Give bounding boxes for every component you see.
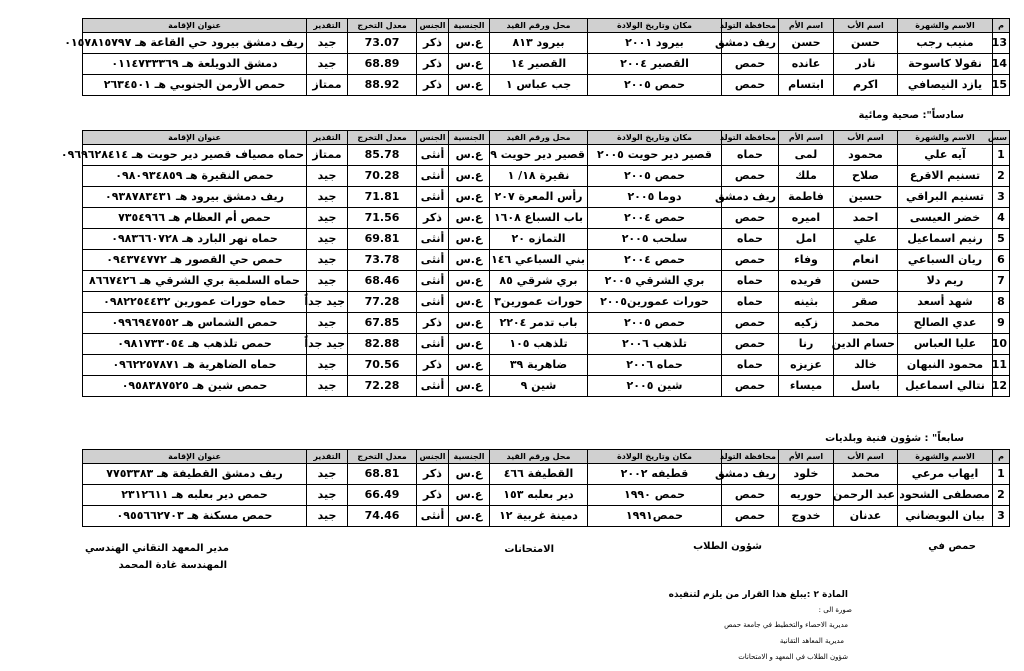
table-header-row xyxy=(83,19,1010,33)
mother-name-cell: فريده xyxy=(779,271,834,292)
signature-director-name: المهندسة غادة المحمد xyxy=(118,560,227,571)
father-name-cell: خالد xyxy=(834,355,898,376)
birth-place-date-cell: حمص ٢٠٠٤ xyxy=(588,208,722,229)
birth-governorate-cell: حمص xyxy=(722,485,779,506)
full-name-cell: ايهاب مرعي xyxy=(898,464,993,485)
registry-place-number-cell: رأس المعرة ٢٠٧ xyxy=(490,187,588,208)
father-name-cell: نادر xyxy=(834,54,898,75)
grade-cell: ممتاز xyxy=(307,145,348,166)
birth-place-date-cell: تلذهب ٢٠٠٦ xyxy=(588,334,722,355)
row-number-cell: 6 xyxy=(993,250,1010,271)
column-header-birth-place-date: مكان وتاريخ الولادة xyxy=(588,131,722,145)
gender-cell: أنثى xyxy=(417,250,449,271)
registry-place-number-cell: شين ٩ xyxy=(490,376,588,397)
column-header-full-name: الاسم والشهرة xyxy=(898,131,993,145)
graduation-average-cell: 69.81 xyxy=(348,229,417,250)
residence-address-cell: حمص النقيرة هـ ٠٩٨٠٩٣٤٨٥٩ xyxy=(83,166,307,187)
nationality-cell: ع.س xyxy=(449,485,490,506)
mother-name-cell: وفاء xyxy=(779,250,834,271)
table-row xyxy=(83,33,1010,54)
mother-name-cell: عزيزه xyxy=(779,355,834,376)
column-header-row-number: سس xyxy=(993,131,1010,145)
column-header-nationality: الجنسية xyxy=(449,450,490,464)
gender-cell: ذكر xyxy=(417,208,449,229)
nationality-cell: ع.س xyxy=(449,229,490,250)
grade-cell: جيد xyxy=(307,506,348,527)
table-row xyxy=(83,229,1010,250)
father-name-cell: محمد xyxy=(834,313,898,334)
row-number-cell: 1 xyxy=(993,145,1010,166)
full-name-cell: عليا العباس xyxy=(898,334,993,355)
table-header-row xyxy=(83,131,1010,145)
graduation-average-cell: 71.81 xyxy=(348,187,417,208)
birth-governorate-cell: حمص xyxy=(722,54,779,75)
column-header-registry-place-number: محل ورقم القيد xyxy=(490,450,588,464)
full-name-cell: ريان السباعي xyxy=(898,250,993,271)
graduation-average-cell: 73.78 xyxy=(348,250,417,271)
full-name-cell: عدي الصالح xyxy=(898,313,993,334)
father-name-cell: حسن xyxy=(834,33,898,54)
birth-place-date-cell: حمص ٢٠٠٥ xyxy=(588,166,722,187)
nationality-cell: ع.س xyxy=(449,292,490,313)
column-header-birth-place-date: مكان وتاريخ الولادة xyxy=(588,450,722,464)
nationality-cell: ع.س xyxy=(449,355,490,376)
graduation-average-cell: 73.07 xyxy=(348,33,417,54)
grade-cell: جيد xyxy=(307,229,348,250)
column-header-birth-governorate: محافظة التولد xyxy=(722,450,779,464)
gender-cell: ذكر xyxy=(417,355,449,376)
table-row xyxy=(83,145,1010,166)
signature-place: حمص في xyxy=(928,541,976,552)
gender-cell: أنثى xyxy=(417,166,449,187)
table-row xyxy=(83,464,1010,485)
row-number-cell: 1 xyxy=(993,464,1010,485)
column-header-residence-address: عنوان الإقامة xyxy=(83,450,307,464)
column-header-graduation-average: معدل التخرج xyxy=(348,131,417,145)
grade-cell: جيد xyxy=(307,376,348,397)
full-name-cell: مصطفى الشحود xyxy=(898,485,993,506)
nationality-cell: ع.س xyxy=(449,271,490,292)
column-header-row-number: م xyxy=(993,450,1010,464)
gender-cell: أنثى xyxy=(417,376,449,397)
father-name-cell: انعام xyxy=(834,250,898,271)
registry-place-number-cell: باب السباع ١٦٠٨ xyxy=(490,208,588,229)
residence-address-cell: ريف دمشق بيرود هـ ٠٩٣٨٧٨٣٤٣١ xyxy=(83,187,307,208)
registry-place-number-cell: القطيفة ٤٦٦ xyxy=(490,464,588,485)
graduation-average-cell: 68.46 xyxy=(348,271,417,292)
birth-place-date-cell: حماه ٢٠٠٦ xyxy=(588,355,722,376)
birth-governorate-cell: حمص xyxy=(722,313,779,334)
column-header-registry-place-number: محل ورقم القيد xyxy=(490,131,588,145)
row-number-cell: 8 xyxy=(993,292,1010,313)
table-header-row xyxy=(83,450,1010,464)
grade-cell: جيد جداً xyxy=(307,334,348,355)
nationality-cell: ع.س xyxy=(449,33,490,54)
nationality-cell: ع.س xyxy=(449,166,490,187)
full-name-cell: محمود النبهان xyxy=(898,355,993,376)
birth-place-date-cell: شين ٢٠٠٥ xyxy=(588,376,722,397)
nationality-cell: ع.س xyxy=(449,313,490,334)
gender-cell: ذكر xyxy=(417,75,449,96)
registry-place-number-cell: قصير دير حويت ٩ xyxy=(490,145,588,166)
birth-governorate-cell: حماه xyxy=(722,229,779,250)
birth-governorate-cell: حماه xyxy=(722,355,779,376)
students-table-section5 xyxy=(64,18,1010,96)
table-row xyxy=(83,187,1010,208)
registry-place-number-cell: دمينة غربية ١٢ xyxy=(490,506,588,527)
row-number-cell: 7 xyxy=(993,271,1010,292)
graduation-average-cell: 72.28 xyxy=(348,376,417,397)
row-number-cell: 5 xyxy=(993,229,1010,250)
graduation-average-cell: 74.46 xyxy=(348,506,417,527)
mother-name-cell: خدوج xyxy=(779,506,834,527)
father-name-cell: محمود xyxy=(834,145,898,166)
row-number-cell: 11 xyxy=(993,355,1010,376)
column-header-gender: الجنس xyxy=(417,19,449,33)
full-name-cell: نقولا كاسوحة xyxy=(898,54,993,75)
signature-director-title: مدير المعهد التقاني الهندسي xyxy=(85,543,229,554)
column-header-birth-governorate: محافظة التولد xyxy=(722,19,779,33)
residence-address-cell: حمص مسكنة هـ ٠٩٥٥٦٦٢٧٠٣ xyxy=(83,506,307,527)
gender-cell: أنثى xyxy=(417,187,449,208)
column-header-graduation-average: معدل التخرج xyxy=(348,19,417,33)
row-number-cell: 10 xyxy=(993,334,1010,355)
residence-address-cell: ريف دمشق القطيفة هـ ٧٧٥٣٣٨٣ xyxy=(83,464,307,485)
table-row xyxy=(83,355,1010,376)
registry-place-number-cell: نقيرة ١٨/ ١ xyxy=(490,166,588,187)
column-header-registry-place-number: محل ورقم القيد xyxy=(490,19,588,33)
column-header-residence-address: عنوان الإقامة xyxy=(83,19,307,33)
graduation-average-cell: 66.49 xyxy=(348,485,417,506)
father-name-cell: صقر xyxy=(834,292,898,313)
full-name-cell: تسنيم البراقي xyxy=(898,187,993,208)
birth-place-date-cell: بري الشرقي ٢٠٠٥ xyxy=(588,271,722,292)
mother-name-cell: ملك xyxy=(779,166,834,187)
graduation-average-cell: 88.92 xyxy=(348,75,417,96)
nationality-cell: ع.س xyxy=(449,334,490,355)
recipient-item: مديرية الاحصاء والتخطيط في جامعة حمص xyxy=(724,621,848,629)
father-name-cell: حسين xyxy=(834,187,898,208)
column-header-mother-name: اسم الأم xyxy=(779,131,834,145)
table-row xyxy=(83,271,1010,292)
birth-place-date-cell: حمص ٢٠٠٥ xyxy=(588,313,722,334)
grade-cell: جيد xyxy=(307,464,348,485)
father-name-cell: حسام الدين xyxy=(834,334,898,355)
grade-cell: جيد xyxy=(307,485,348,506)
grade-cell: جيد xyxy=(307,313,348,334)
column-header-mother-name: اسم الأم xyxy=(779,450,834,464)
row-number-cell: 3 xyxy=(993,187,1010,208)
mother-name-cell: لمى xyxy=(779,145,834,166)
birth-governorate-cell: حماه xyxy=(722,145,779,166)
gender-cell: أنثى xyxy=(417,145,449,166)
gender-cell: أنثى xyxy=(417,506,449,527)
residence-address-cell: دمشق الدويلعة هـ ٠١١٤٧٣٣٣٦٩ xyxy=(83,54,307,75)
graduation-average-cell: 85.78 xyxy=(348,145,417,166)
row-number-cell: 4 xyxy=(993,208,1010,229)
full-name-cell: ريم دلا xyxy=(898,271,993,292)
gender-cell: أنثى xyxy=(417,271,449,292)
graduation-average-cell: 68.89 xyxy=(348,54,417,75)
mother-name-cell: فاطمة xyxy=(779,187,834,208)
gender-cell: ذكر xyxy=(417,485,449,506)
full-name-cell: آيه علي xyxy=(898,145,993,166)
row-number-cell: 9 xyxy=(993,313,1010,334)
residence-address-cell: حمص دير بعلبه هـ ٢٣١٢٦١١ xyxy=(83,485,307,506)
residence-address-cell: حمص حي القصور هـ ٠٩٤٣٧٤٧٧٢ xyxy=(83,250,307,271)
table-row xyxy=(83,376,1010,397)
full-name-cell: يازد النيصافي xyxy=(898,75,993,96)
birth-governorate-cell: ريف دمشق xyxy=(722,464,779,485)
column-header-mother-name: اسم الأم xyxy=(779,19,834,33)
row-number-cell: 14 xyxy=(993,54,1010,75)
table-row xyxy=(83,506,1010,527)
grade-cell: جيد xyxy=(307,54,348,75)
father-name-cell: احمد xyxy=(834,208,898,229)
gender-cell: ذكر xyxy=(417,313,449,334)
table-row xyxy=(83,334,1010,355)
full-name-cell: منيب رجب xyxy=(898,33,993,54)
registry-place-number-cell: ضاهرية ٣٩ xyxy=(490,355,588,376)
grade-cell: جيد xyxy=(307,166,348,187)
grade-cell: جيد جداً xyxy=(307,292,348,313)
column-header-gender: الجنس xyxy=(417,450,449,464)
section6-title: سادساً": صحية ومائية xyxy=(858,110,964,121)
grade-cell: جيد xyxy=(307,33,348,54)
table-row xyxy=(83,292,1010,313)
residence-address-cell: حمص تلذهب هـ ٠٩٨١٧٣٣٠٥٤ xyxy=(83,334,307,355)
residence-address-cell: حمص أم العظام هـ ٧٣٥٤٩٦٦ xyxy=(83,208,307,229)
grade-cell: جيد xyxy=(307,271,348,292)
residence-address-cell: ريف دمشق بيرود حي القاعة هـ ٠١٥٧٨١٥٧٩٧ xyxy=(83,33,307,54)
father-name-cell: عدنان xyxy=(834,506,898,527)
column-header-grade: التقدير xyxy=(307,131,348,145)
registry-place-number-cell: دير بعلبه ١٥٣ xyxy=(490,485,588,506)
copy-to-label: صورة الى : xyxy=(818,606,852,614)
graduation-average-cell: 77.28 xyxy=(348,292,417,313)
full-name-cell: نتالي اسماعيل xyxy=(898,376,993,397)
graduation-average-cell: 70.56 xyxy=(348,355,417,376)
mother-name-cell: حوريه xyxy=(779,485,834,506)
mother-name-cell: خلود xyxy=(779,464,834,485)
registry-place-number-cell: بري شرقي ٨٥ xyxy=(490,271,588,292)
table-row xyxy=(83,54,1010,75)
mother-name-cell: حسن xyxy=(779,33,834,54)
mother-name-cell: عانده xyxy=(779,54,834,75)
table-row xyxy=(83,485,1010,506)
birth-governorate-cell: حمص xyxy=(722,506,779,527)
father-name-cell: علي xyxy=(834,229,898,250)
registry-place-number-cell: تلذهب ١٠٥ xyxy=(490,334,588,355)
graduation-average-cell: 82.88 xyxy=(348,334,417,355)
registry-place-number-cell: جب عباس ١ xyxy=(490,75,588,96)
residence-address-cell: حماه مصياف قصير دير حويت هـ ٠٩٦٩٦٢٨٤١٤ xyxy=(83,145,307,166)
birth-governorate-cell: ريف دمشق xyxy=(722,33,779,54)
grade-cell: جيد xyxy=(307,187,348,208)
father-name-cell: اكرم xyxy=(834,75,898,96)
birth-place-date-cell: قطيفه ٢٠٠٢ xyxy=(588,464,722,485)
graduation-average-cell: 70.28 xyxy=(348,166,417,187)
nationality-cell: ع.س xyxy=(449,506,490,527)
graduation-average-cell: 71.56 xyxy=(348,208,417,229)
grade-cell: جيد xyxy=(307,355,348,376)
grade-cell: جيد xyxy=(307,208,348,229)
column-header-nationality: الجنسية xyxy=(449,131,490,145)
gender-cell: أنثى xyxy=(417,334,449,355)
column-header-row-number: م xyxy=(993,19,1010,33)
column-header-nationality: الجنسية xyxy=(449,19,490,33)
full-name-cell: خضر العيسى xyxy=(898,208,993,229)
gender-cell: ذكر xyxy=(417,33,449,54)
nationality-cell: ع.س xyxy=(449,75,490,96)
residence-address-cell: حمص شين هـ ٠٩٥٨٣٨٧٥٢٥ xyxy=(83,376,307,397)
registry-place-number-cell: التمازه ٢٠ xyxy=(490,229,588,250)
father-name-cell: محمد xyxy=(834,464,898,485)
nationality-cell: ع.س xyxy=(449,187,490,208)
birth-governorate-cell: ريف دمشق xyxy=(722,187,779,208)
birth-place-date-cell: سلحب ٢٠٠٥ xyxy=(588,229,722,250)
signature-exams: الامتحانات xyxy=(504,544,554,555)
father-name-cell: عبد الرحمن xyxy=(834,485,898,506)
column-header-residence-address: عنوان الإقامة xyxy=(83,131,307,145)
nationality-cell: ع.س xyxy=(449,464,490,485)
graduation-average-cell: 67.85 xyxy=(348,313,417,334)
father-name-cell: حسن xyxy=(834,271,898,292)
registry-place-number-cell: بيرود ٨١٣ xyxy=(490,33,588,54)
full-name-cell: بيان البويضاني xyxy=(898,506,993,527)
students-table-section6 xyxy=(60,130,1010,397)
nationality-cell: ع.س xyxy=(449,145,490,166)
column-header-father-name: اسم الأب xyxy=(834,19,898,33)
table-row xyxy=(83,166,1010,187)
grade-cell: ممتاز xyxy=(307,75,348,96)
birth-governorate-cell: حمص xyxy=(722,166,779,187)
residence-address-cell: حماه حورات عمورين ٠٩٨٢٢٥٤٤٣٢ xyxy=(83,292,307,313)
mother-name-cell: ابتسام xyxy=(779,75,834,96)
column-header-birth-governorate: محافظة التولد xyxy=(722,131,779,145)
section7-title: سابعاً" : شؤون فنية وبلديات xyxy=(825,433,964,444)
nationality-cell: ع.س xyxy=(449,376,490,397)
row-number-cell: 2 xyxy=(993,166,1010,187)
residence-address-cell: حمص الشماس هـ ٠٩٩٦٩٤٧٥٥٢ xyxy=(83,313,307,334)
table-row xyxy=(83,313,1010,334)
column-header-grade: التقدير xyxy=(307,19,348,33)
column-header-father-name: اسم الأب xyxy=(834,450,898,464)
residence-address-cell: حماه نهر البارد هـ ٠٩٨٣٦٦٠٧٢٨ xyxy=(83,229,307,250)
birth-governorate-cell: حمص xyxy=(722,376,779,397)
registry-place-number-cell: بني السباعي ١٤٦ xyxy=(490,250,588,271)
row-number-cell: 3 xyxy=(993,506,1010,527)
residence-address-cell: حماه السلمية بري الشرقي هـ ٨٦٦٧٤٢٦ xyxy=(83,271,307,292)
gender-cell: أنثى xyxy=(417,292,449,313)
table-row xyxy=(83,75,1010,96)
row-number-cell: 12 xyxy=(993,376,1010,397)
gender-cell: ذكر xyxy=(417,54,449,75)
nationality-cell: ع.س xyxy=(449,250,490,271)
mother-name-cell: زكيه xyxy=(779,313,834,334)
grade-cell: جيد xyxy=(307,250,348,271)
column-header-gender: الجنس xyxy=(417,131,449,145)
residence-address-cell: حمص الأرمن الجنوبي هـ ٢٦٣٤٥٠١ xyxy=(83,75,307,96)
row-number-cell: 13 xyxy=(993,33,1010,54)
recipient-item: شؤون الطلاب في المعهد و الامتحانات xyxy=(738,653,848,661)
mother-name-cell: امل xyxy=(779,229,834,250)
gender-cell: أنثى xyxy=(417,229,449,250)
birth-place-date-cell: القصير ٢٠٠٤ xyxy=(588,54,722,75)
birth-governorate-cell: حمص xyxy=(722,75,779,96)
table-row xyxy=(83,208,1010,229)
birth-governorate-cell: حمص xyxy=(722,208,779,229)
birth-place-date-cell: حمص ٢٠٠٥ xyxy=(588,75,722,96)
table-row xyxy=(83,250,1010,271)
column-header-full-name: الاسم والشهرة xyxy=(898,450,993,464)
registry-place-number-cell: باب تدمر ٢٢٠٤ xyxy=(490,313,588,334)
nationality-cell: ع.س xyxy=(449,54,490,75)
father-name-cell: باسل xyxy=(834,376,898,397)
residence-address-cell: حماه الضاهرية هـ ٠٩٦٢٢٥٧٨٧١ xyxy=(83,355,307,376)
birth-place-date-cell: حورات عمورين٢٠٠٥ xyxy=(588,292,722,313)
nationality-cell: ع.س xyxy=(449,208,490,229)
mother-name-cell: رنا xyxy=(779,334,834,355)
gender-cell: ذكر xyxy=(417,464,449,485)
mother-name-cell: ميساء xyxy=(779,376,834,397)
birth-governorate-cell: حماه xyxy=(722,271,779,292)
full-name-cell: تسنيم الاقرع xyxy=(898,166,993,187)
students-table-section7 xyxy=(82,449,1010,527)
birth-place-date-cell: حمص ٢٠٠٤ xyxy=(588,250,722,271)
full-name-cell: رنيم اسماعيل xyxy=(898,229,993,250)
graduation-average-cell: 68.81 xyxy=(348,464,417,485)
birth-governorate-cell: حمص xyxy=(722,334,779,355)
birth-place-date-cell: حمص ١٩٩٠ xyxy=(588,485,722,506)
birth-governorate-cell: حماه xyxy=(722,292,779,313)
birth-governorate-cell: حمص xyxy=(722,250,779,271)
row-number-cell: 15 xyxy=(993,75,1010,96)
full-name-cell: شهد أسعد xyxy=(898,292,993,313)
registry-place-number-cell: حورات عمورين٣ xyxy=(490,292,588,313)
row-number-cell: 2 xyxy=(993,485,1010,506)
mother-name-cell: بثينه xyxy=(779,292,834,313)
signature-student-affairs: شؤون الطلاب xyxy=(693,541,762,552)
registry-place-number-cell: القصير ١٤ xyxy=(490,54,588,75)
mother-name-cell: اميره xyxy=(779,208,834,229)
column-header-birth-place-date: مكان وتاريخ الولادة xyxy=(588,19,722,33)
birth-place-date-cell: دوما ٢٠٠٥ xyxy=(588,187,722,208)
column-header-grade: التقدير xyxy=(307,450,348,464)
column-header-full-name: الاسم والشهرة xyxy=(898,19,993,33)
recipient-item: مديرية المعاهد التقانية xyxy=(779,637,844,645)
column-header-graduation-average: معدل التخرج xyxy=(348,450,417,464)
article-text: المادة ٢ :يبلغ هذا القرار من يلزم لتنفيذه xyxy=(668,590,848,600)
birth-place-date-cell: قصير دير حويت ٢٠٠٥ xyxy=(588,145,722,166)
column-header-father-name: اسم الأب xyxy=(834,131,898,145)
birth-place-date-cell: بيرود ٢٠٠١ xyxy=(588,33,722,54)
birth-place-date-cell: حمص١٩٩١ xyxy=(588,506,722,527)
father-name-cell: صلاح xyxy=(834,166,898,187)
